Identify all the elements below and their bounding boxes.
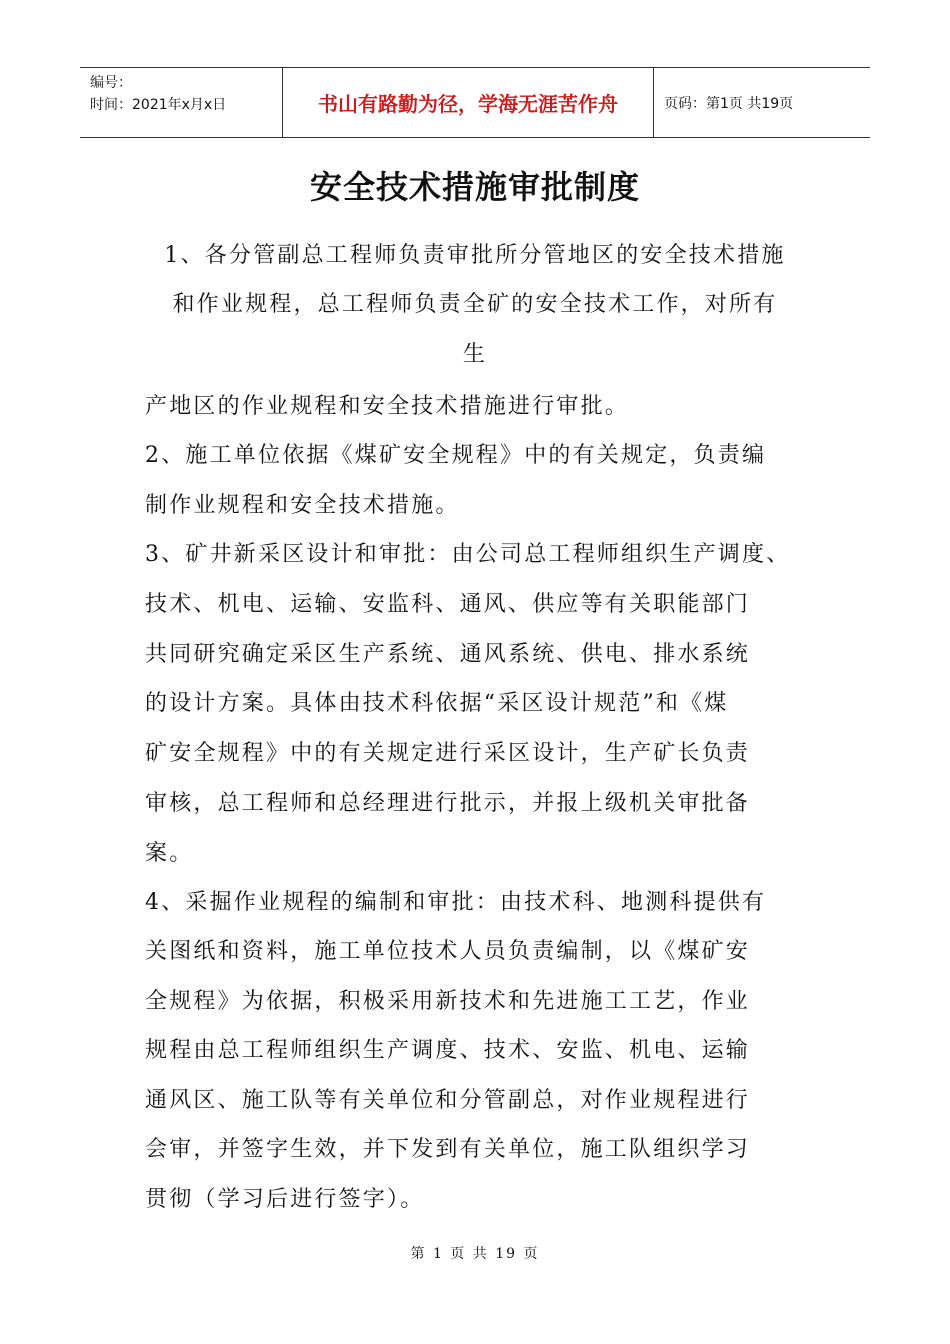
body-line: 技术、机电、运输、安监科、通风、供应等有关职能部门 <box>145 592 751 617</box>
body-line: 关图纸和资料，施工单位技术人员负责编制，以《煤矿安 <box>145 939 751 964</box>
body-line: 贯彻（学习后进行签字）。 <box>145 1187 425 1212</box>
body-line: 和作业规程，总工程师负责全矿的安全技术工作，对所有 <box>172 292 778 317</box>
body-line: 1、各分管副总工程师负责审批所分管地区的安全技术措施 <box>164 243 786 268</box>
body-line: 全规程》为依据，积极采用新技术和先进施工工艺，作业 <box>145 989 751 1014</box>
document-title: 安全技术措施审批制度 <box>309 168 640 206</box>
body-line: 生 <box>462 342 488 367</box>
number-label: 编号： <box>90 75 132 91</box>
body-line: 规程由总工程师组织生产调度、技术、安监、机电、运输 <box>145 1038 751 1063</box>
body-line: 会审，并签字生效，并下发到有关单位，施工队组织学习 <box>145 1137 751 1162</box>
header-left-cell <box>80 68 282 137</box>
body-line: 案。 <box>145 841 194 866</box>
page-footer: 第 1 页 共 19 页 <box>410 1246 540 1262</box>
body-line: 4、采掘作业规程的编制和审批：由技术科、地测科提供有 <box>145 890 767 915</box>
time-label: 时间：2021年x月x日 <box>90 97 227 113</box>
body-line: 制作业规程和安全技术措施。 <box>145 493 460 518</box>
body-line: 2、施工单位依据《煤矿安全规程》中的有关规定，负责编 <box>145 443 767 468</box>
body-line: 通风区、施工队等有关单位和分管副总，对作业规程进行 <box>145 1088 751 1113</box>
body-line: 矿安全规程》中的有关规定进行采区设计，生产矿长负责 <box>145 741 751 766</box>
motto: 书山有路勤为径，学海无涯苦作舟 <box>282 68 654 137</box>
header-table <box>80 67 870 138</box>
body-line: 3、矿井新采区设计和审批：由公司总工程师组织生产调度、 <box>145 542 791 567</box>
body-line: 共同研究确定采区生产系统、通风系统、供电、排水系统 <box>145 642 751 667</box>
body-line: 产地区的作业规程和安全技术措施进行审批。 <box>145 394 630 419</box>
page-info: 页码：第1页 共19页 <box>664 95 794 112</box>
body-line: 审核，总工程师和总经理进行批示，并报上级机关审批备 <box>145 791 751 816</box>
body-line: 的设计方案。具体由技术科依据“采区设计规范”和《煤 <box>145 691 729 716</box>
